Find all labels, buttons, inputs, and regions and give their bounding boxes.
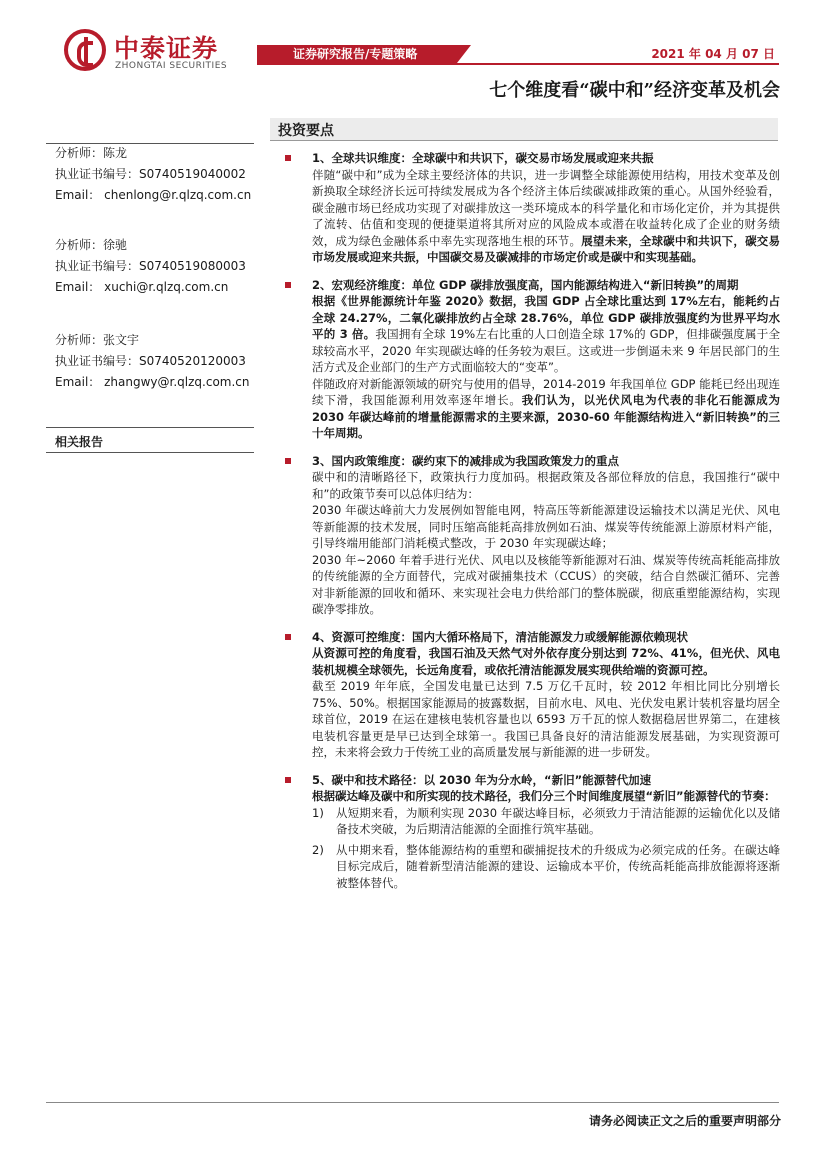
company-logo: [64, 29, 239, 73]
section-paragraph: 伴随“碳中和”成为全球主要经济体的共识，进一步调整全球能源使用结构，用技术变革及创新换取全球经济长远可持续发展成为各个经济主体后续碳减排政策的重心。从国外经验看，碳金融市场已经成功实现了对碳排放这一类环境成本的科学量化和市场化定价，并为其提供了流转、估值和变现的便捷渠道将其所对应的风险成本或潜在收益转化成了企业的财务绩效，成为绿色金融体系中率先实现落地生根的环节。展望未来，全球碳中和共识下，碳交易市场发展或迎来共振，中国碳交易及碳减排的市场定价或是碳中和实现基础。: [312, 167, 780, 264]
list-item: [312, 842, 780, 892]
report-date: 2021 年 04 月 07 日: [651, 47, 775, 61]
analyst-cert: 执业证书编号：S0740519080003: [55, 259, 246, 273]
analyst-cert: 执业证书编号：S0740519040002: [55, 167, 246, 181]
sidebar-divider: [46, 452, 254, 453]
logo-text-en: ZHONGTAI SECURITIES: [115, 61, 228, 71]
analyst-name: 分析师：张文宇: [55, 333, 140, 347]
analyst-email[interactable]: Email： zhangwy@r.qlzq.com.cn: [55, 375, 250, 389]
section-heading: 4、资源可控维度：国内大循环格局下，清洁能源发力或缓解能源依赖现状: [312, 629, 688, 644]
bullet-icon: [285, 282, 291, 288]
analyst-block: [55, 330, 265, 393]
analyst-cert: 执业证书编号：S0740520120003: [55, 354, 246, 368]
section-paragraph: 根据碳达峰及碳中和所实现的技术路径，我们分三个时间维度展望“新旧”能源替代的节奏：: [312, 789, 776, 803]
sidebar-divider: [46, 427, 254, 428]
analyst-block: [55, 235, 265, 298]
header-bar: [257, 45, 779, 63]
section-1: [285, 150, 780, 266]
list-item-text: 从中期来看，整体能源结构的重塑和碳捕捉技术的升级成为必须完成的任务。在碳达峰目标完成后，随着新型清洁能源的建设、运输成本平价，传统高耗能高排放能源将逐渐被整体替代。: [336, 842, 780, 890]
section-paragraph: 截至 2019 年年底，全国发电量已达到 7.5 万亿千瓦时，较 2012 年相比同比分别增长 75%、50%。根据国家能源局的披露数据，目前水电、风电、光伏发电累计装机容量均居全球首位，2019 在运在建核电装机容量也以 6593 万千瓦的惊人数据稳居世界第二，在建核电装机容量更是早已达到全球第一。我国已具备良好的清洁能源发展基础，为实现资源可控，未来将会致力于传统工业的高质量发展与新能源的进一步研发。: [312, 679, 780, 759]
list-item-number: 2): [312, 842, 324, 857]
header-rule: [257, 63, 779, 65]
section-heading: 3、国内政策维度：碳约束下的减排成为我国政策发力的重点: [312, 453, 619, 468]
page-title: 七个维度看“碳中和”经济变革及机会: [489, 80, 780, 101]
report-type: 证券研究报告/专题策略: [257, 45, 457, 63]
logo-text-cn: 中泰证券: [114, 34, 219, 63]
analyst-name: 分析师：徐驰: [55, 238, 128, 252]
section-2: [285, 277, 780, 442]
section-heading: 2、宏观经济维度：单位 GDP 碳排放强度高，国内能源结构进入“新旧转换”的周期: [312, 277, 739, 292]
section-4: [285, 629, 780, 761]
bullet-icon: [285, 634, 291, 640]
analyst-block: [55, 143, 265, 206]
list-item-text: 从短期来看，为顺利实现 2030 年碳达峰目标，必须致力于清洁能源的运输优化以及储备技术突破，为后期清洁能源的全面推行筑牢基础。: [336, 805, 780, 836]
key-points-title: 投资要点: [278, 123, 334, 139]
key-points-header: [270, 118, 778, 141]
section-5: [285, 772, 780, 892]
section-heading: 1、全球共识维度：全球碳中和共识下，碳交易市场发展或迎来共振: [312, 151, 654, 165]
section-paragraph: 伴随政府对新能源领域的研究与使用的倡导，2014-2019 年我国单位 GDP 能耗已经出现连续下滑，我国能源利用效率逐年增长。我们认为，以光伏风电为代表的非化石能源成为 2030 年碳达峰前的增量能源需求的主要来源，2030-60 年能源结构进入“新旧转换”的三十年周期。: [312, 376, 781, 440]
footer-rule: [46, 1102, 779, 1103]
related-reports-label: 相关报告: [55, 435, 104, 449]
analyst-email[interactable]: Email： chenlong@r.qlzq.com.cn: [55, 188, 252, 202]
section-paragraph: 根据《世界能源统计年鉴 2020》数据，我国 GDP 占全球比重达到 17%左右，能耗约占全球 24.27%，二氧化碳排放约占全球 28.76%，单位 GDP 碳排放强度约为世界平均水平的 3 倍。我国拥有全球 19%左右比重的人口创造全球 17%的 GDP，但排碳强度属于全球较高水平，2020 年实现碳达峰的任务较为艰巨。这或进一步倒逼未来 9 年居民部门的生活方式及企业部门的生产方式面临较大的“变革”。: [312, 294, 780, 374]
bullet-icon: [285, 777, 291, 783]
section-3: [285, 453, 780, 618]
analyst-email[interactable]: Email： xuchi@r.qlzq.com.cn: [55, 280, 229, 294]
section-paragraph: 从资源可控的角度看，我国石油及天然气对外依存度分别达到 72%、41%，但光伏、风电装机规模全球领先，长远角度看，或依托清洁能源发展实现供给端的资源可控。: [312, 646, 780, 677]
section-paragraph: 2030 年碳达峰前大力发展例如智能电网，特高压等新能源建设运输技术以满足光伏、风电等新能源的技术发展，同时压缩高能耗高排放例如石油、煤炭等传统能源上游原材料产能，引导终端用能部门消耗模式整改，于 2030 年实现碳达峰；: [312, 503, 780, 550]
key-points-body: [285, 150, 780, 902]
section-paragraph: 碳中和的清晰路径下，政策执行力度加码。根据政策及各部位释放的信息，我国推行“碳中和”的政策节奏可以总体归结为：: [312, 470, 780, 501]
section-paragraph: 2030 年~2060 年着手进行光伏、风电以及核能等新能源对石油、煤炭等传统高耗能高排放的传统能源的全方面替代，完成对碳捕集技术（CCUS）的突破，结合自然碳汇循环、完善对非新能源的回收和循环、来实现社会电力供给部门的整体脱碳，彻底重塑能源结构，实现碳净零排放。: [312, 552, 780, 616]
bullet-icon: [285, 155, 291, 161]
list-item-number: 1): [312, 805, 324, 820]
analyst-name: 分析师：陈龙: [55, 146, 128, 160]
list-item: [312, 805, 780, 838]
bullet-icon: [285, 458, 291, 464]
footer-disclaimer: 请务必阅读正文之后的重要声明部分: [588, 1114, 781, 1128]
logo-mark-icon: [64, 29, 106, 71]
section-heading: 5、碳中和技术路径：以 2030 年为分水岭，“新旧”能源替代加速: [312, 772, 652, 787]
